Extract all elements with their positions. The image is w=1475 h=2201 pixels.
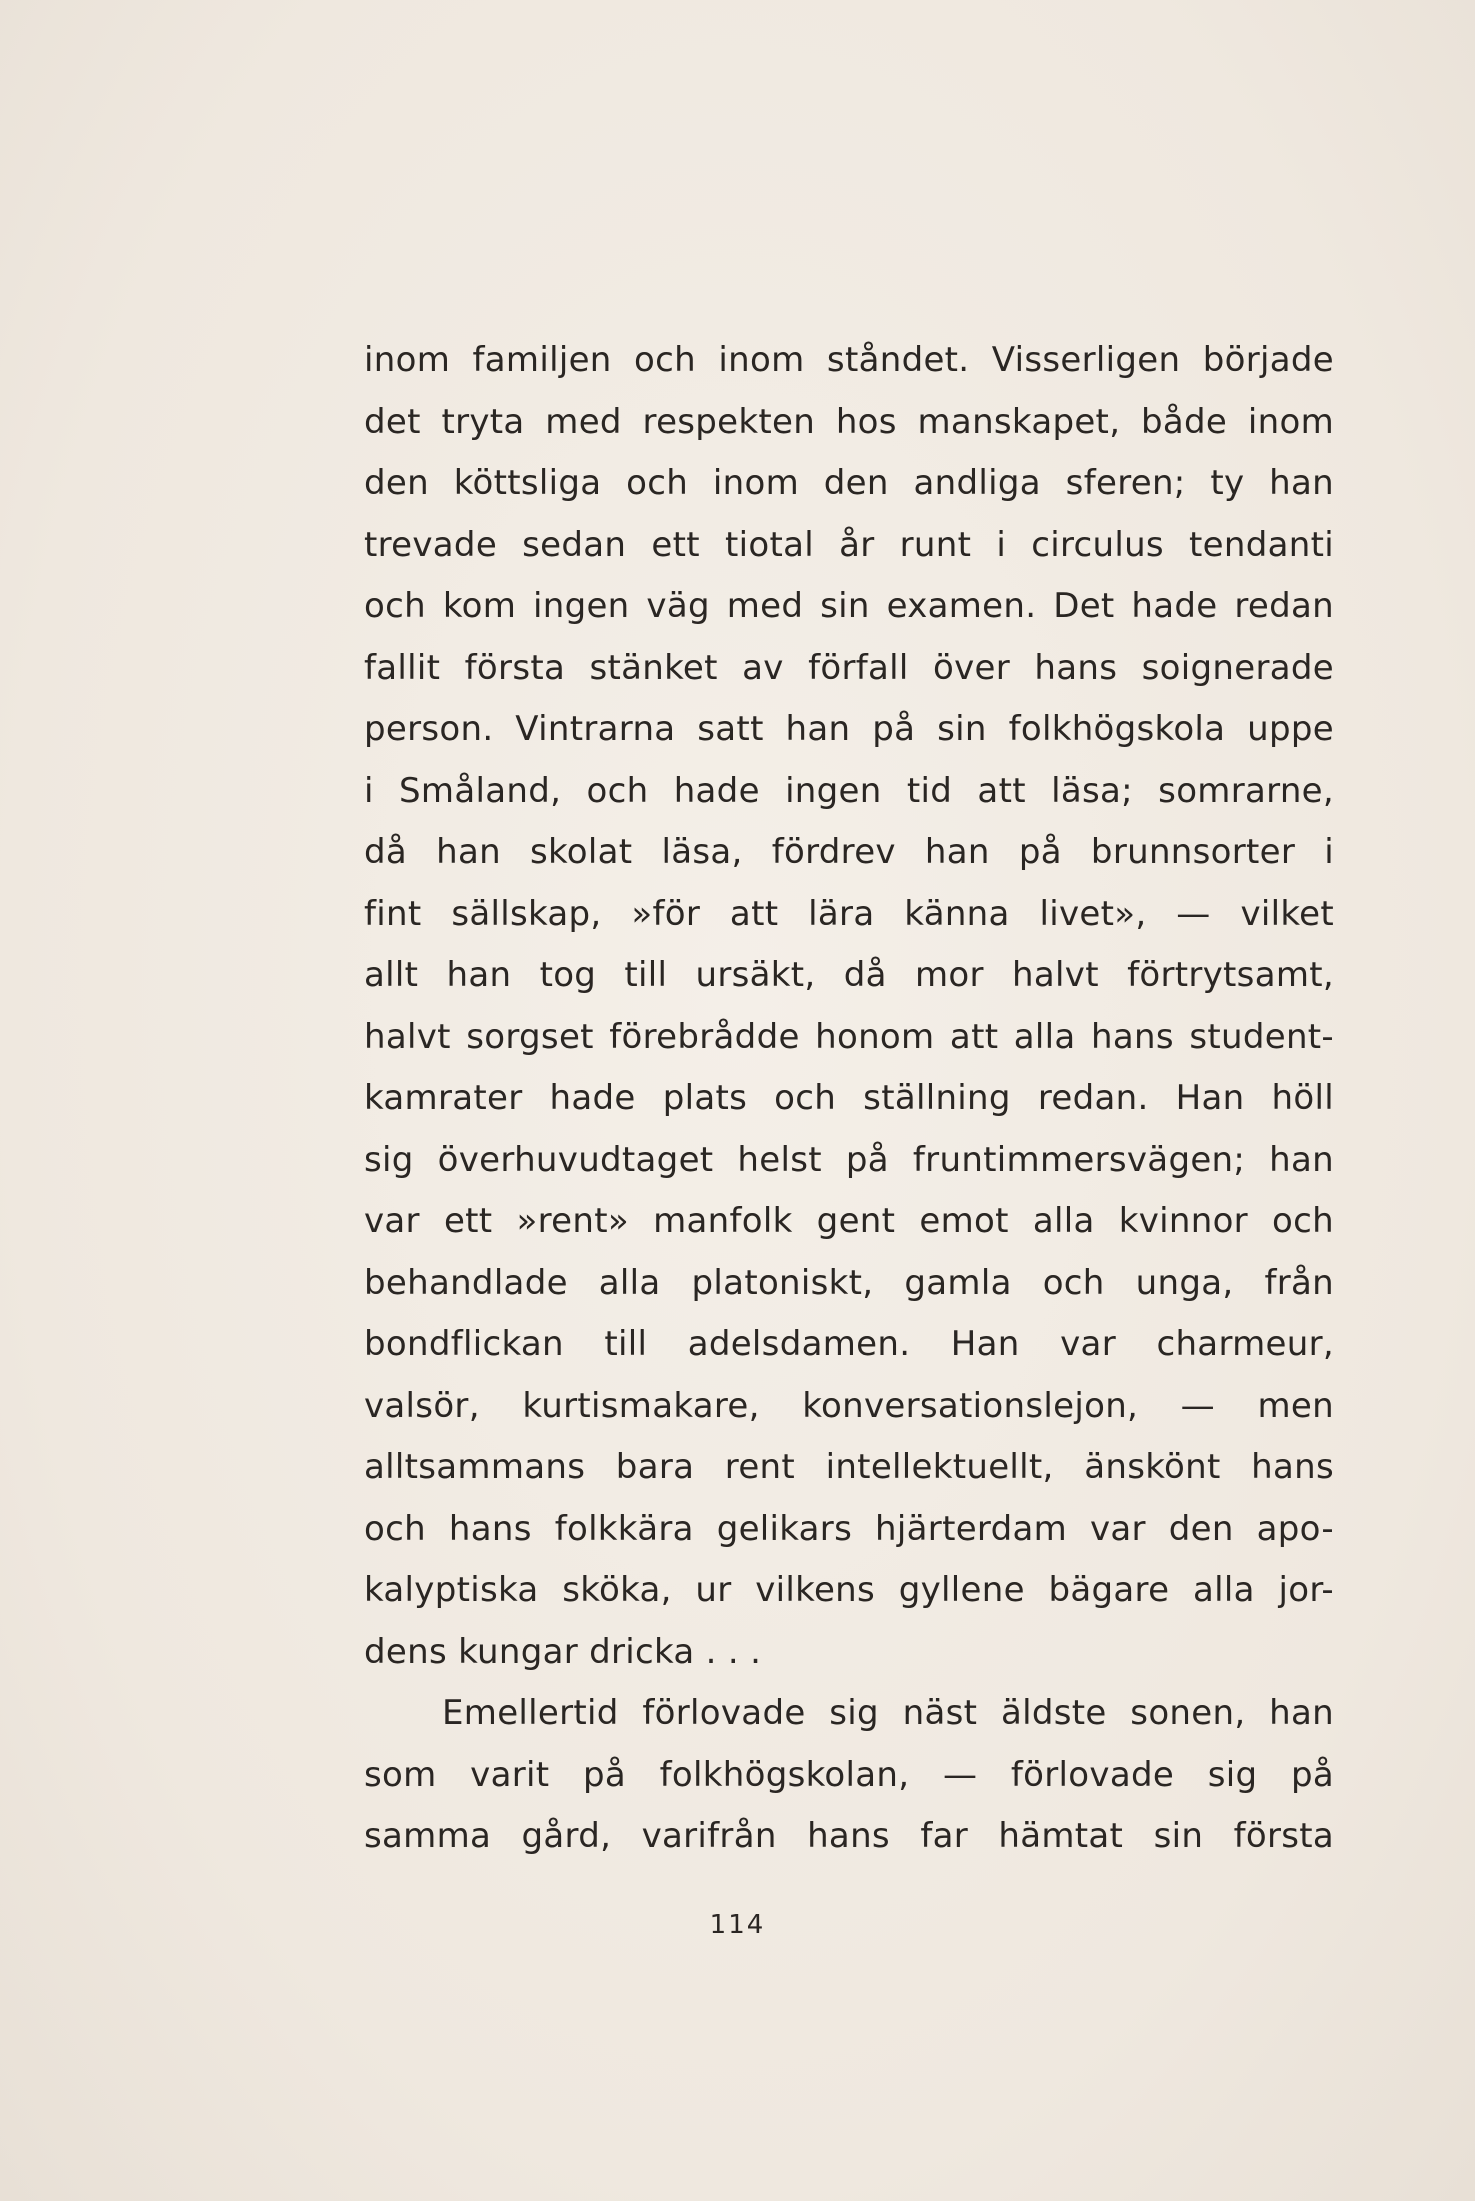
text-line: det tryta med respekten hos manskapet, både inom <box>364 401 1334 442</box>
paragraph-1 <box>364 330 1334 1683</box>
text-line: och hans folkkära gelikars hjärterdam var den apo- <box>364 1508 1334 1549</box>
text-line: i Småland, och hade ingen tid att läsa; somrarne, <box>364 770 1334 811</box>
paragraph-2 <box>364 1683 1334 1868</box>
text-line: kamrater hade plats och ställning redan. Han höll <box>364 1078 1334 1118</box>
text-line: alltsammans bara rent intellektuellt, änskönt hans <box>364 1447 1334 1487</box>
text-line: sig överhuvudtaget helst på fruntimmersvägen; han <box>364 1139 1334 1180</box>
text-line: bondflickan till adelsdamen. Han var charmeur, <box>364 1324 1334 1364</box>
text-line: samma gård, varifrån hans far hämtat sin första <box>364 1816 1334 1856</box>
text-line: dens kungar dricka . . . <box>364 1631 762 1672</box>
text-line: allt han tog till ursäkt, då mor halvt förtrytsamt, <box>364 955 1334 995</box>
text-line: då han skolat läsa, fördrev han på brunnsorter i <box>364 832 1334 872</box>
text-line: och kom ingen väg med sin examen. Det hade redan <box>364 586 1334 626</box>
page-number: 114 <box>709 1910 766 1940</box>
text-line: halvt sorgset förebrådde honom att alla hans student- <box>364 1016 1334 1057</box>
text-line: inom familjen och inom ståndet. Visserligen började <box>364 340 1334 380</box>
text-line: behandlade alla platoniskt, gamla och unga, från <box>364 1262 1334 1303</box>
text-line: fallit första stänket av förfall över hans soignerade <box>364 647 1334 688</box>
body-text <box>364 330 1334 1868</box>
text-line: fint sällskap, »för att lära känna livet», — vilket <box>364 893 1334 934</box>
text-line: Emellertid förlovade sig näst äldste sonen, han <box>442 1693 1334 1733</box>
text-line: person. Vintrarna satt han på sin folkhögskola uppe <box>364 709 1334 749</box>
text-line: kalyptiska sköka, ur vilkens gyllene bägare alla jor- <box>364 1570 1334 1610</box>
text-line: trevade sedan ett tiotal år runt i circulus tendanti <box>364 524 1334 565</box>
text-line: var ett »rent» manfolk gent emot alla kvinnor och <box>364 1201 1334 1241</box>
text-line: valsör, kurtismakare, konversationslejon, — men <box>364 1385 1334 1426</box>
text-line: som varit på folkhögskolan, — förlovade sig på <box>364 1754 1334 1795</box>
text-line: den köttsliga och inom den andliga sferen; ty han <box>364 463 1334 503</box>
